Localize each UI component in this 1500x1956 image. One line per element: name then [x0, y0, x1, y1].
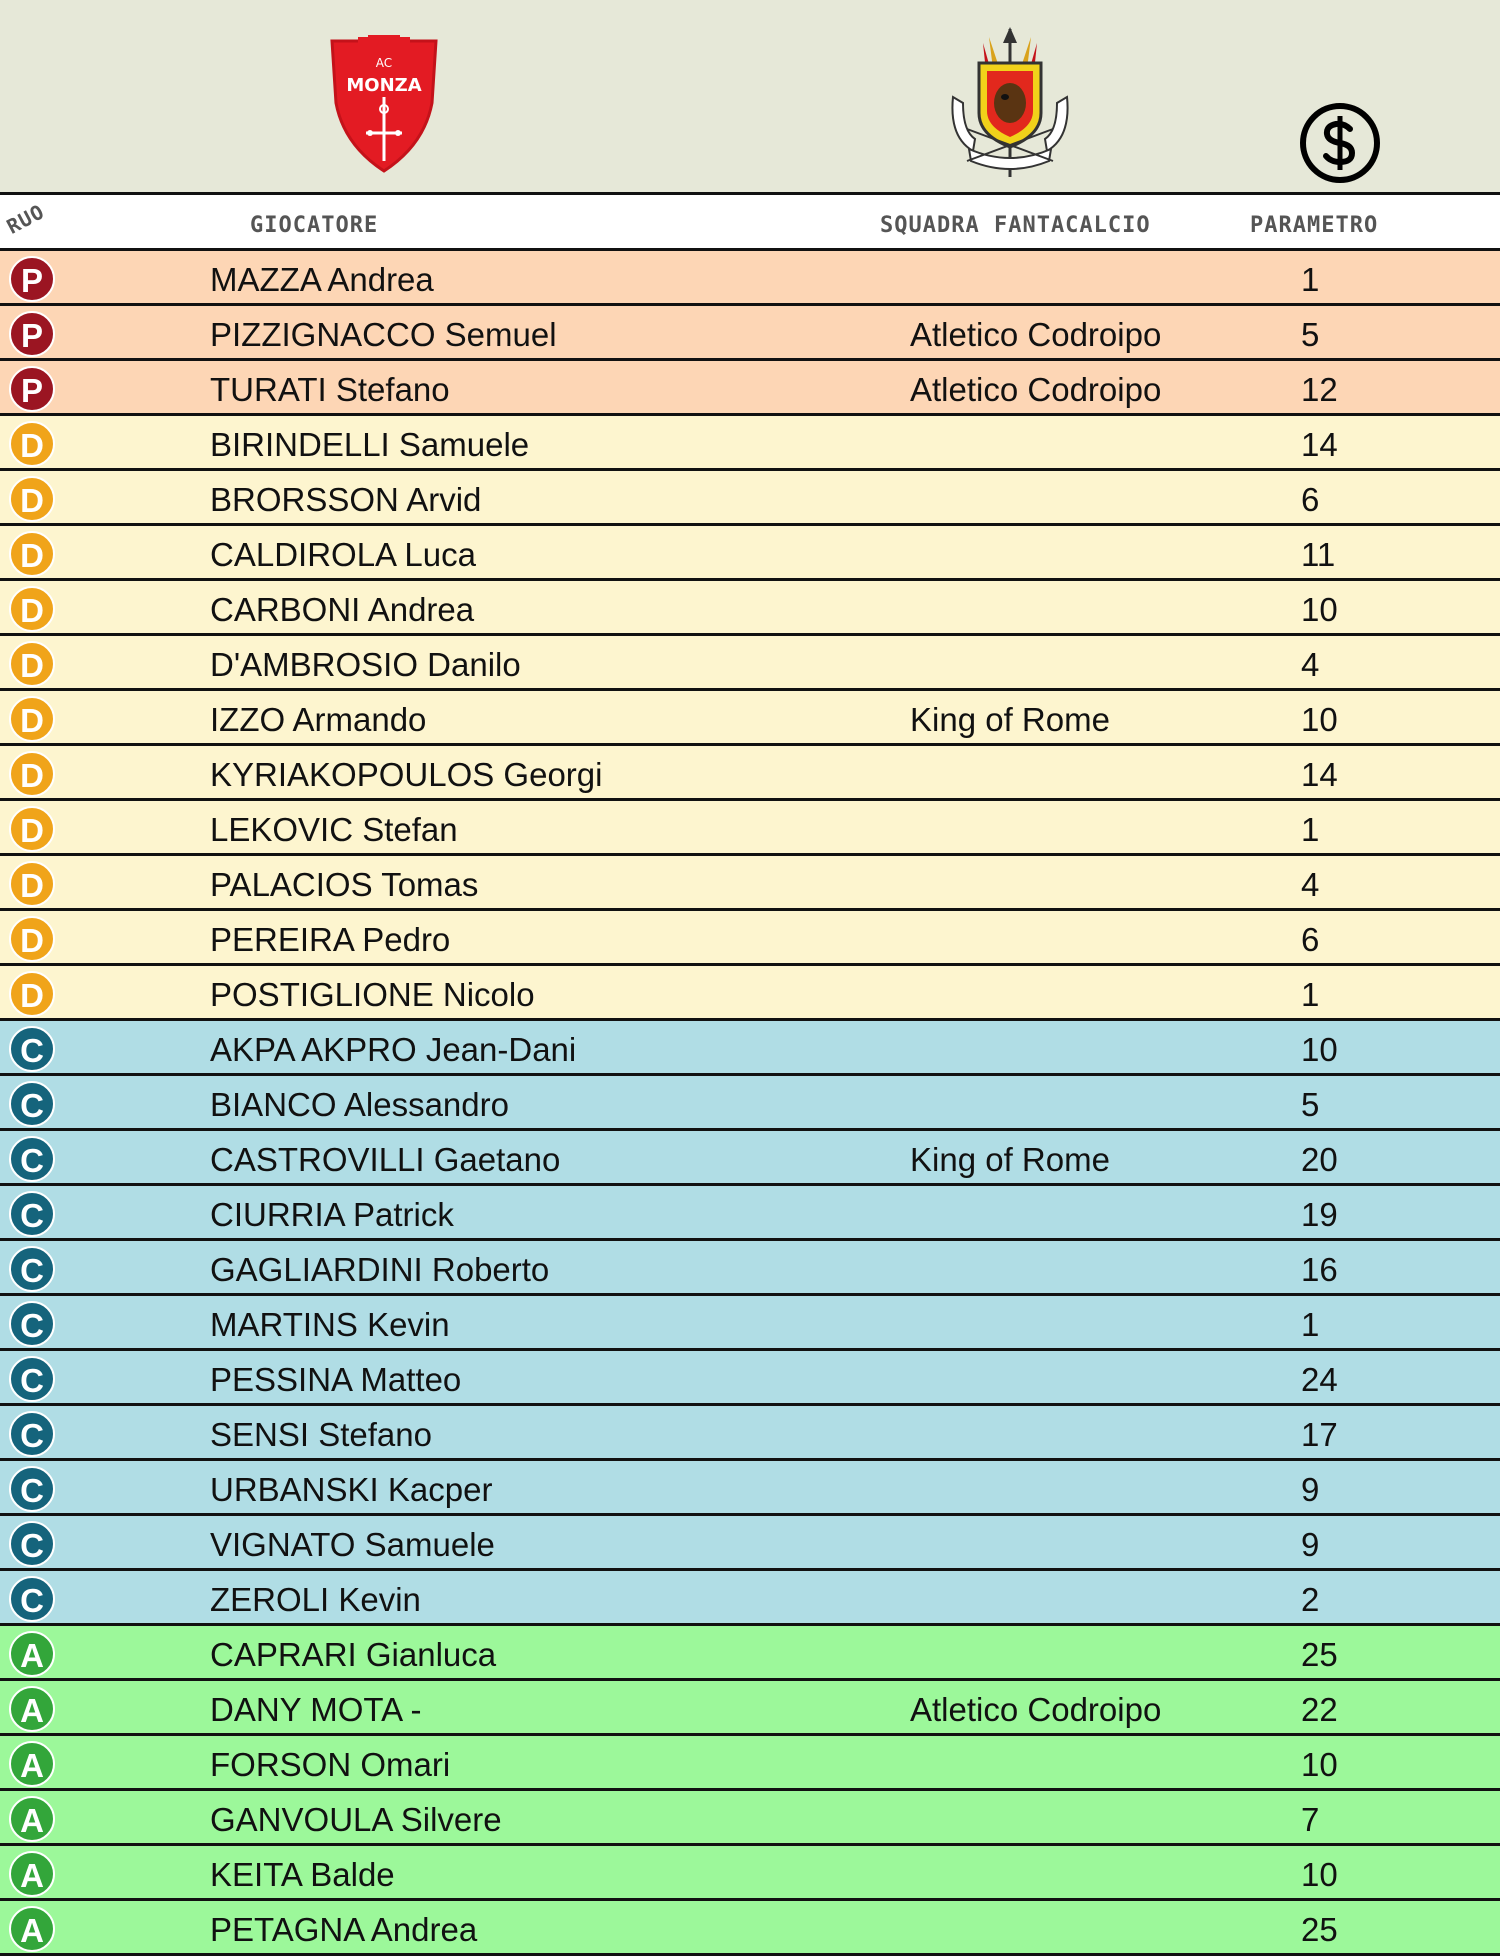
parameter-value: 1 — [1301, 976, 1320, 1013]
player-name: GAGLIARDINI Roberto — [210, 1251, 550, 1288]
parameter-value: 14 — [1301, 756, 1338, 793]
role-badge: P — [9, 256, 55, 302]
table-row[interactable] — [0, 1076, 1500, 1131]
table-row[interactable] — [0, 1186, 1500, 1241]
parameter-value: 19 — [1301, 1196, 1338, 1233]
role-badge: A — [9, 1906, 55, 1952]
table-row[interactable] — [0, 1791, 1500, 1846]
parameter-value: 12 — [1301, 371, 1338, 408]
table-row[interactable] — [0, 1021, 1500, 1076]
player-name: MAZZA Andrea — [210, 261, 434, 298]
column-header-fantasy-team[interactable]: SQUADRA FANTACALCIO — [880, 213, 1151, 238]
fantasy-team-name: Atletico Codroipo — [910, 1691, 1162, 1728]
role-badge: C — [9, 1521, 55, 1567]
player-name: POSTIGLIONE Nicolo — [210, 976, 535, 1013]
player-name: ZEROLI Kevin — [210, 1581, 421, 1618]
table-row[interactable] — [0, 1681, 1500, 1736]
player-name: SENSI Stefano — [210, 1416, 432, 1453]
role-badge: D — [9, 421, 55, 467]
parameter-value: 7 — [1301, 1801, 1320, 1838]
parameter-value: 1 — [1301, 261, 1320, 298]
role-badge: A — [9, 1851, 55, 1897]
player-name: PETAGNA Andrea — [210, 1911, 478, 1948]
parameter-value: 10 — [1301, 591, 1338, 628]
role-badge: A — [9, 1741, 55, 1787]
role-badge: D — [9, 476, 55, 522]
player-name: FORSON Omari — [210, 1746, 451, 1783]
player-name: IZZO Armando — [210, 701, 427, 738]
table-row[interactable] — [0, 1846, 1500, 1901]
player-name: BIRINDELLI Samuele — [210, 426, 530, 463]
player-name: PEREIRA Pedro — [210, 921, 451, 958]
dollar-coin-icon — [1298, 101, 1382, 185]
table-row[interactable] — [0, 911, 1500, 966]
role-badge: D — [9, 531, 55, 577]
role-badge: C — [9, 1246, 55, 1292]
player-name: DANY MOTA - — [210, 1691, 422, 1728]
table-row[interactable] — [0, 1461, 1500, 1516]
role-badge: C — [9, 1411, 55, 1457]
table-row[interactable] — [0, 1516, 1500, 1571]
parameter-value: 9 — [1301, 1471, 1320, 1508]
player-name: TURATI Stefano — [210, 371, 450, 408]
parameter-value: 16 — [1301, 1251, 1338, 1288]
parameter-value: 4 — [1301, 646, 1320, 683]
parameter-value: 10 — [1301, 1746, 1338, 1783]
table-row[interactable] — [0, 1241, 1500, 1296]
player-list — [0, 251, 1500, 1956]
player-name: D'AMBROSIO Danilo — [210, 646, 521, 683]
player-name: VIGNATO Samuele — [210, 1526, 495, 1563]
column-header-player[interactable]: GIOCATORE — [250, 213, 379, 238]
table-row[interactable] — [0, 1571, 1500, 1626]
role-badge: D — [9, 586, 55, 632]
table-row[interactable] — [0, 1736, 1500, 1791]
role-badge: D — [9, 971, 55, 1017]
role-badge: C — [9, 1191, 55, 1237]
player-name: KEITA Balde — [210, 1856, 395, 1893]
table-row[interactable] — [0, 746, 1500, 801]
player-name: URBANSKI Kacper — [210, 1471, 493, 1508]
parameter-value: 4 — [1301, 866, 1320, 903]
table-row[interactable] — [0, 306, 1500, 361]
role-badge: D — [9, 806, 55, 852]
table-row[interactable] — [0, 1406, 1500, 1461]
parameter-value: 5 — [1301, 316, 1320, 353]
table-row[interactable] — [0, 691, 1500, 746]
table-row[interactable] — [0, 636, 1500, 691]
player-name: KYRIAKOPOULOS Georgi — [210, 756, 603, 793]
role-badge: P — [9, 311, 55, 357]
fantasy-team-name: King of Rome — [910, 701, 1110, 738]
parameter-value: 25 — [1301, 1636, 1338, 1673]
column-header-role[interactable]: RUO — [2, 199, 49, 239]
role-badge: A — [9, 1631, 55, 1677]
player-name: LEKOVIC Stefan — [210, 811, 458, 848]
parameter-value: 10 — [1301, 701, 1338, 738]
parameter-value: 20 — [1301, 1141, 1338, 1178]
table-row[interactable] — [0, 1351, 1500, 1406]
table-row[interactable] — [0, 966, 1500, 1021]
parameter-value: 17 — [1301, 1416, 1338, 1453]
player-name: BIANCO Alessandro — [210, 1086, 509, 1123]
player-name: PESSINA Matteo — [210, 1361, 462, 1398]
parameter-value: 1 — [1301, 811, 1320, 848]
parameter-value: 6 — [1301, 481, 1320, 518]
role-badge: A — [9, 1686, 55, 1732]
table-row[interactable] — [0, 471, 1500, 526]
role-badge: C — [9, 1026, 55, 1072]
parameter-value: 22 — [1301, 1691, 1338, 1728]
role-badge: D — [9, 861, 55, 907]
table-row[interactable] — [0, 526, 1500, 581]
logo-text-ac: AC — [375, 56, 393, 70]
table-row[interactable] — [0, 1901, 1500, 1956]
parameter-value: 25 — [1301, 1911, 1338, 1948]
table-row[interactable] — [0, 1296, 1500, 1351]
player-name: PIZZIGNACCO Semuel — [210, 316, 557, 353]
table-row[interactable] — [0, 361, 1500, 416]
monza-shield-logo — [328, 33, 440, 173]
player-name: CARBONI Andrea — [210, 591, 475, 628]
role-badge: C — [9, 1576, 55, 1622]
parameter-value: 1 — [1301, 1306, 1320, 1343]
player-name: CAPRARI Gianluca — [210, 1636, 497, 1673]
table-row[interactable] — [0, 801, 1500, 856]
role-badge: D — [9, 696, 55, 742]
parameter-value: 9 — [1301, 1526, 1320, 1563]
player-name: PALACIOS Tomas — [210, 866, 479, 903]
parameter-value: 6 — [1301, 921, 1320, 958]
fantasy-team-name: Atletico Codroipo — [910, 371, 1162, 408]
parameter-value: 24 — [1301, 1361, 1338, 1398]
role-badge: C — [9, 1081, 55, 1127]
role-badge: C — [9, 1356, 55, 1402]
fantasy-team-name: Atletico Codroipo — [910, 316, 1162, 353]
table-row[interactable] — [0, 416, 1500, 471]
player-name: AKPA AKPRO Jean-Dani — [210, 1031, 577, 1068]
role-badge: A — [9, 1796, 55, 1842]
player-name: CIURRIA Patrick — [210, 1196, 454, 1233]
role-badge: P — [9, 366, 55, 412]
table-row[interactable] — [0, 1626, 1500, 1681]
player-name: CASTROVILLI Gaetano — [210, 1141, 561, 1178]
table-row[interactable] — [0, 856, 1500, 911]
role-badge: D — [9, 751, 55, 797]
player-name: GANVOULA Silvere — [210, 1801, 502, 1838]
fantasy-team-crest-logo — [945, 27, 1075, 179]
role-badge: D — [9, 916, 55, 962]
column-headers — [0, 195, 1500, 251]
parameter-value: 5 — [1301, 1086, 1320, 1123]
table-row[interactable] — [0, 581, 1500, 636]
player-name: CALDIROLA Luca — [210, 536, 476, 573]
fantasy-team-name: King of Rome — [910, 1141, 1110, 1178]
logo-text-monza: MONZA — [346, 75, 422, 96]
role-badge: C — [9, 1301, 55, 1347]
parameter-value: 2 — [1301, 1581, 1320, 1618]
parameter-value: 10 — [1301, 1856, 1338, 1893]
column-header-parameter[interactable]: PARAMETRO — [1250, 213, 1379, 238]
role-badge: C — [9, 1136, 55, 1182]
table-row[interactable] — [0, 251, 1500, 306]
player-name: MARTINS Kevin — [210, 1306, 450, 1343]
table-row[interactable] — [0, 1131, 1500, 1186]
parameter-value: 14 — [1301, 426, 1338, 463]
role-badge: C — [9, 1466, 55, 1512]
parameter-value: 10 — [1301, 1031, 1338, 1068]
parameter-value: 11 — [1301, 536, 1336, 573]
header — [0, 0, 1500, 195]
role-badge: D — [9, 641, 55, 687]
player-name: BRORSSON Arvid — [210, 481, 482, 518]
